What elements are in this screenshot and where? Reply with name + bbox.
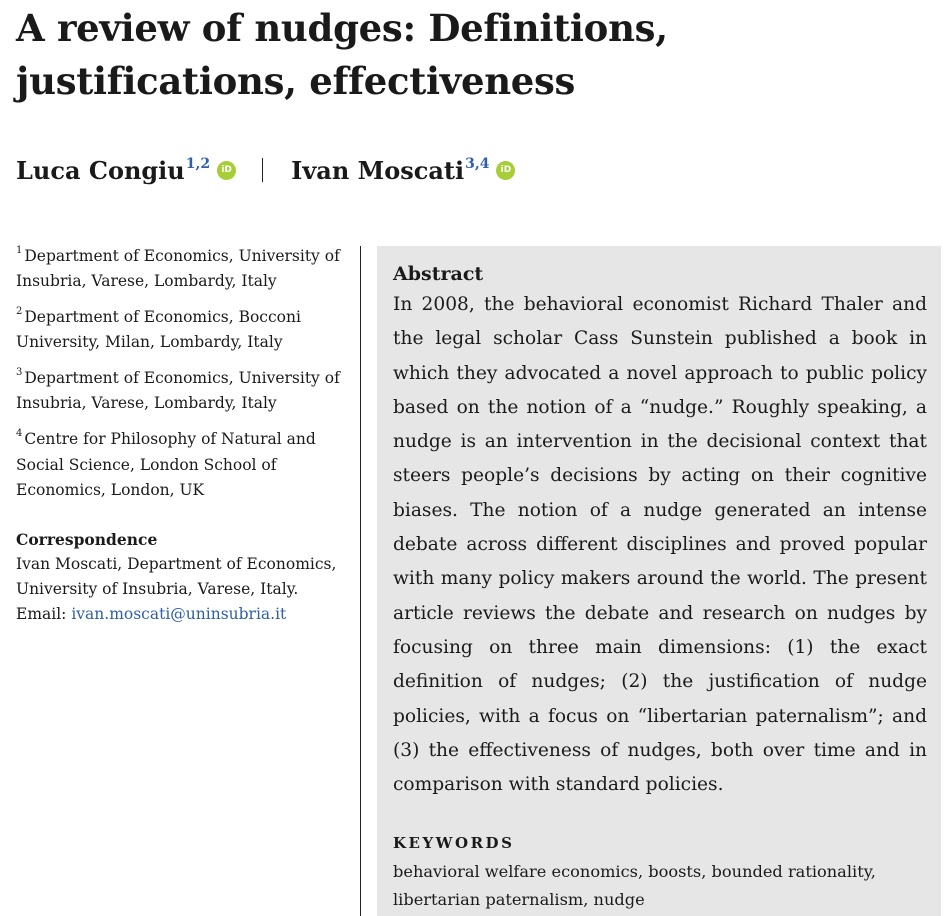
keywords-text: behavioral welfare economics, boosts, bounded rationality, libertarian paternalism, nudge — [393, 862, 876, 910]
correspondence-block — [16, 527, 346, 627]
author-affil-sup: 1,2 — [185, 156, 211, 172]
correspondence-heading: Correspondence — [16, 529, 158, 549]
affil-num: 4 — [16, 428, 23, 440]
column-divider — [360, 246, 361, 916]
affil-num: 1 — [16, 245, 23, 256]
affiliations-column — [16, 240, 346, 627]
author-congiu[interactable] — [16, 156, 236, 185]
affil-num: 2 — [16, 306, 23, 318]
abstract-text: In 2008, the behavioral economist Richard Thaler and the legal scholar Cass Sunstein published a book in which they advocated a novel approach to public policy based on the notion of a “nudge.” Roughly speaking, a nudge is an intervention in the decisional context that steers people’s decisions by acting on their cognitive biases. The notion of a nudge generated an intense debate across different disciplines and proved popular with many policy makers around the world. The present article reviews the debate and research on nudges by focusing on three main dimensions: (1) the exact definition of nudges; (2) the justification of nudge policies, with a focus on “libertarian paternalism”; and (3) the effectiveness of nudges, both over time and in comparison with standard policies. — [393, 294, 927, 796]
affiliation-1 — [16, 240, 346, 294]
orcid-icon[interactable]: iD — [217, 161, 236, 180]
affil-num: 3 — [16, 367, 23, 379]
keywords-heading: KEYWORDS — [393, 834, 515, 853]
email-link[interactable]: ivan.moscati@uninsubria.it — [71, 604, 287, 623]
affiliation-4 — [16, 423, 346, 502]
affil-text: Department of Economics, Bocconi University, Milan, Lombardy, Italy — [16, 308, 301, 352]
abstract-box — [377, 246, 941, 916]
affiliation-3 — [16, 362, 346, 416]
correspondence-text: Ivan Moscati, Department of Economics, University of Insubria, Varese, Italy. — [16, 554, 337, 598]
author-affil-sup: 3,4 — [465, 156, 490, 172]
author-list — [16, 152, 515, 188]
author-divider — [262, 158, 263, 182]
affil-text: Department of Economics, University of Insubria, Varese, Lombardy, Italy — [16, 369, 340, 413]
paper-title: A review of nudges: Definitions, justifications, effectiveness — [16, 6, 668, 103]
author-name: Luca Congiu — [16, 155, 185, 185]
author-name: Ivan Moscati — [291, 155, 465, 185]
affil-text: Centre for Philosophy of Natural and Social Science, London School of Economics, London, UK — [16, 430, 316, 499]
abstract-heading: Abstract — [393, 263, 484, 285]
affil-text: Department of Economics, University of Insubria, Varese, Lombardy, Italy — [16, 247, 340, 291]
orcid-icon[interactable]: iD — [496, 161, 515, 180]
affiliation-2 — [16, 301, 346, 355]
author-moscati[interactable] — [291, 156, 515, 185]
email-label: Email: — [16, 604, 67, 623]
